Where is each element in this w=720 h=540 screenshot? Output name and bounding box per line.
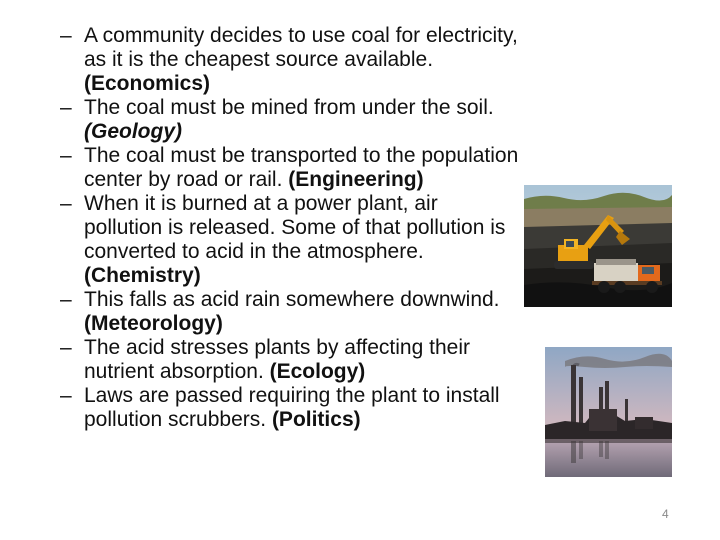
bullet-item	[60, 24, 520, 96]
bullet-discipline-tag: (Geology)	[84, 120, 182, 143]
bullet-list	[60, 24, 520, 432]
bullet-discipline-tag: (Chemistry)	[84, 264, 201, 287]
bullet-item	[60, 144, 520, 192]
bullet-discipline-tag: (Meteorology)	[84, 312, 223, 335]
bullet-item	[60, 192, 520, 288]
page-number: 4	[662, 507, 669, 521]
bullet-text: This falls as acid rain somewhere downwind.	[84, 288, 500, 311]
power-plant-photo	[545, 347, 672, 477]
coal-mine-illustration	[524, 185, 672, 307]
bullet-item	[60, 96, 520, 144]
bullet-dash: –	[60, 96, 72, 119]
bullet-discipline-tag: (Politics)	[271, 408, 361, 431]
bullet-item	[60, 288, 520, 336]
bullet-text: Laws are passed requiring the plant to install pollution scrubbers.	[84, 384, 500, 431]
bullet-discipline-tag: (Engineering)	[288, 168, 424, 191]
bullet-dash: –	[60, 288, 72, 311]
bullet-text: The coal must be transported to the population center by road or rail.	[84, 144, 519, 191]
bullet-dash: –	[60, 336, 72, 359]
bullet-discipline-tag: (Ecology)	[269, 360, 366, 383]
bullet-dash: –	[60, 144, 72, 167]
bullet-dash: –	[60, 24, 72, 47]
bullet-dash: –	[60, 384, 72, 407]
bullet-item	[60, 384, 520, 432]
bullet-text: When it is burned at a power plant, air pollution is released. Some of that pollution is converted to acid in the atmosphere.	[84, 192, 506, 263]
bullet-dash: –	[60, 192, 72, 215]
bullet-item	[60, 336, 520, 384]
bullet-text: The acid stresses plants by affecting their nutrient absorption.	[84, 336, 470, 383]
power-plant-illustration	[545, 347, 672, 477]
coal-mine-photo	[524, 185, 672, 307]
bullet-text: A community decides to use coal for electricity, as it is the cheapest source available.	[84, 24, 518, 71]
bullet-text: The coal must be mined from under the soil.	[84, 96, 494, 119]
bullet-discipline-tag: (Economics)	[84, 72, 211, 95]
